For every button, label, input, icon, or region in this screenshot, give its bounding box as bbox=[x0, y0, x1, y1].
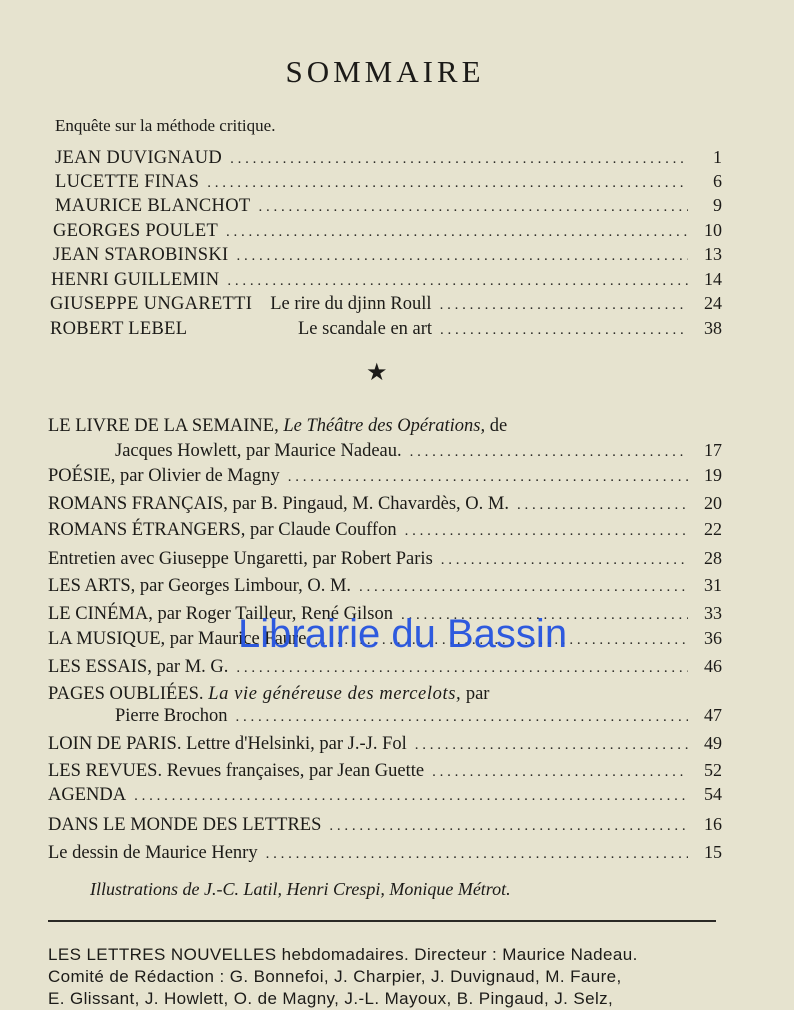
dot-leader bbox=[329, 818, 688, 835]
entry-page: 15 bbox=[704, 842, 722, 862]
toc-entry bbox=[48, 814, 722, 836]
masthead-line: Comité de Rédaction : G. Bonnefoi, J. Charpier, J. Duvignaud, M. Faure, bbox=[48, 967, 622, 986]
dot-leader bbox=[226, 224, 688, 241]
dot-leader bbox=[410, 444, 688, 461]
livre-tail: de bbox=[489, 416, 508, 436]
toc-entry bbox=[48, 493, 722, 515]
dot-leader bbox=[266, 846, 688, 863]
entry-text: POÉSIE, par Olivier de Magny bbox=[48, 466, 280, 486]
entry-text: LE CINÉMA, par Roger Tailleur, René Gilson bbox=[48, 604, 393, 624]
entry-page: 14 bbox=[704, 269, 722, 289]
entry-text: Jacques Howlett, par Maurice Nadeau. bbox=[115, 441, 402, 461]
entry-page: 13 bbox=[704, 244, 722, 264]
entry-page: 6 bbox=[713, 171, 722, 191]
dot-leader bbox=[227, 273, 688, 290]
entry-text: LES ARTS, par Georges Limbour, O. M. bbox=[48, 576, 352, 596]
dot-leader bbox=[134, 788, 688, 805]
divider bbox=[48, 920, 716, 922]
entry-text: LES REVUES. Revues françaises, par Jean Guette bbox=[48, 761, 425, 781]
entry-page: 46 bbox=[704, 656, 722, 676]
entry-text: Le dessin de Maurice Henry bbox=[48, 843, 258, 863]
dot-leader bbox=[359, 579, 688, 596]
dot-leader bbox=[440, 297, 688, 314]
masthead-line: LES LETTRES NOUVELLES hebdomadaires. Directeur : Maurice Nadeau. bbox=[48, 945, 638, 964]
entry-author: JEAN DUVIGNAUD bbox=[55, 148, 223, 168]
dot-leader bbox=[517, 497, 688, 514]
dot-leader bbox=[440, 322, 688, 339]
entry-text: LOIN DE PARIS. Lettre d'Helsinki, par J.-J. Fol bbox=[48, 734, 407, 754]
entry-author: HENRI GUILLEMIN bbox=[51, 270, 220, 290]
masthead-line: E. Glissant, J. Howlett, O. de Magny, J.-L. Mayoux, B. Pingaud, J. Selz, bbox=[48, 989, 614, 1008]
toc-entry bbox=[48, 784, 722, 806]
entry-page: 20 bbox=[704, 493, 722, 513]
pages-oubliees-heading bbox=[48, 684, 489, 705]
entry-title: Le rire du djinn Roull bbox=[270, 294, 432, 314]
toc-entry bbox=[48, 760, 722, 782]
entry-page: 10 bbox=[704, 220, 722, 240]
pages-oubliees-tail: par bbox=[465, 684, 490, 704]
livre-head: LE LIVRE DE LA SEMAINE, bbox=[48, 416, 279, 436]
entry-page: 22 bbox=[704, 519, 722, 539]
dot-leader bbox=[415, 737, 688, 754]
intro-heading: Enquête sur la méthode critique. bbox=[55, 116, 276, 135]
entry-text: DANS LE MONDE DES LETTRES bbox=[48, 815, 322, 835]
page-title: SOMMAIRE bbox=[285, 54, 485, 89]
dot-leader bbox=[432, 764, 688, 781]
entry-page: 31 bbox=[704, 575, 722, 595]
entry-page: 47 bbox=[704, 705, 722, 725]
toc-entry bbox=[53, 244, 722, 266]
livre-heading bbox=[48, 416, 507, 437]
dot-leader bbox=[258, 199, 688, 216]
entry-text: ROMANS FRANÇAIS, par B. Pingaud, M. Chavardès, O. M. bbox=[48, 494, 509, 514]
entry-text: AGENDA bbox=[48, 785, 127, 805]
entry-text: LA MUSIQUE, par Maurice Faure bbox=[48, 629, 307, 649]
entry-page: 28 bbox=[704, 548, 722, 568]
toc-entry bbox=[50, 293, 722, 315]
entry-page: 9 bbox=[713, 195, 722, 215]
entry-page: 16 bbox=[704, 814, 722, 834]
entry-page: 54 bbox=[704, 784, 722, 804]
toc-entry bbox=[48, 656, 722, 678]
dot-leader bbox=[405, 523, 688, 540]
entry-author: MAURICE BLANCHOT bbox=[55, 196, 251, 216]
toc-entry bbox=[50, 318, 722, 340]
entry-page: 24 bbox=[704, 293, 722, 313]
entry-page: 36 bbox=[704, 628, 722, 648]
toc-entry bbox=[55, 171, 722, 193]
toc-entry bbox=[48, 575, 722, 597]
entry-title: Le scandale en art bbox=[298, 319, 433, 339]
toc-entry bbox=[51, 269, 722, 291]
entry-text: LES ESSAIS, par M. G. bbox=[48, 657, 229, 677]
entry-text: Pierre Brochon bbox=[115, 706, 228, 726]
dot-leader bbox=[207, 175, 688, 192]
pages-oubliees-title: La vie généreuse des mercelots, bbox=[208, 684, 462, 704]
entry-text: Entretien avec Giuseppe Ungaretti, par Robert Paris bbox=[48, 549, 433, 569]
toc-entry bbox=[115, 440, 722, 462]
dot-leader bbox=[236, 248, 688, 265]
entry-author: JEAN STAROBINSKI bbox=[53, 245, 229, 265]
dot-leader bbox=[236, 660, 688, 677]
entry-page: 1 bbox=[713, 147, 722, 167]
dot-leader bbox=[441, 552, 688, 569]
toc-entry bbox=[48, 733, 722, 755]
entry-text: ROMANS ÉTRANGERS, par Claude Couffon bbox=[48, 520, 397, 540]
toc-entry bbox=[55, 195, 722, 217]
toc-entry bbox=[53, 220, 722, 242]
star-ornament: ★ bbox=[366, 360, 388, 386]
masthead bbox=[48, 944, 728, 1010]
entry-page: 17 bbox=[704, 440, 722, 460]
dot-leader bbox=[288, 469, 688, 486]
entry-page: 49 bbox=[704, 733, 722, 753]
entry-page: 52 bbox=[704, 760, 722, 780]
entry-author: GIUSEPPE UNGARETTI bbox=[50, 294, 253, 314]
toc-entry bbox=[48, 519, 722, 541]
entry-author: ROBERT LEBEL bbox=[50, 319, 188, 339]
illustrations-credit: Illustrations de J.-C. Latil, Henri Crespi, Monique Métrot. bbox=[90, 879, 511, 899]
livre-title: Le Théâtre des Opérations, bbox=[283, 416, 486, 436]
toc-entry bbox=[48, 548, 722, 570]
dot-leader bbox=[236, 709, 688, 726]
entry-page: 33 bbox=[704, 603, 722, 623]
entry-page: 19 bbox=[704, 465, 722, 485]
toc-entry bbox=[48, 465, 722, 487]
entry-page: 38 bbox=[704, 318, 722, 338]
entry-author: GEORGES POULET bbox=[53, 221, 219, 241]
watermark-logo: Librairie du Bassin bbox=[238, 612, 568, 656]
pages-oubliees-head: PAGES OUBLIÉES. bbox=[48, 684, 204, 704]
toc-entry bbox=[115, 705, 722, 727]
toc-entry bbox=[55, 147, 722, 169]
toc-entry bbox=[48, 842, 722, 864]
dot-leader bbox=[230, 151, 688, 168]
entry-author: LUCETTE FINAS bbox=[55, 172, 200, 192]
